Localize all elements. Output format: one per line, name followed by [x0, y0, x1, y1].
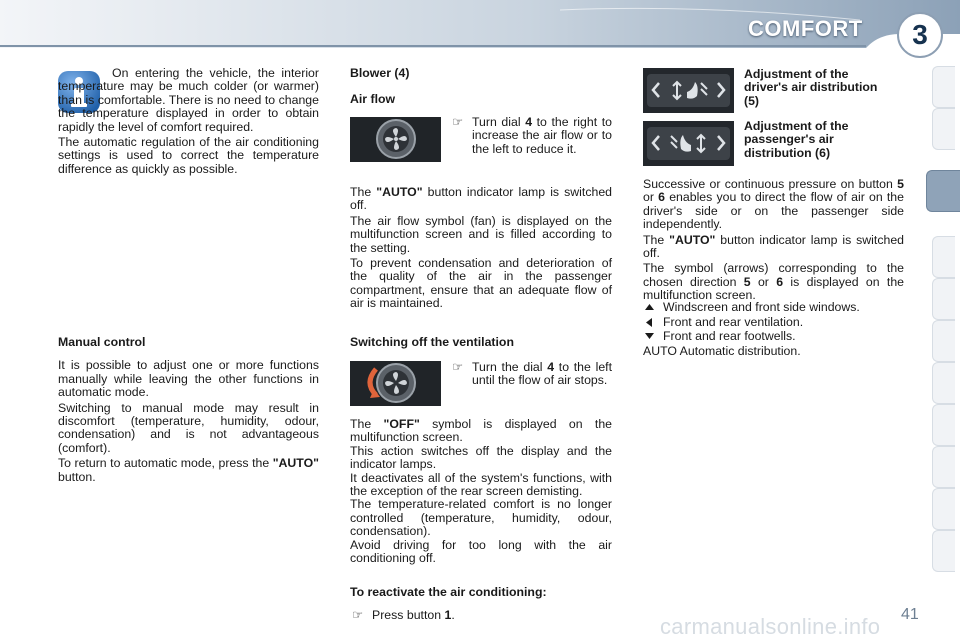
- air-flow-heading: Air flow: [350, 92, 396, 107]
- bold-run: 4: [525, 115, 533, 129]
- chapter-tab[interactable]: [932, 404, 955, 446]
- blower-paragraph: [350, 186, 612, 213]
- intro-text: [58, 67, 319, 176]
- passenger-distribution-button-photo: [643, 121, 734, 166]
- arrow-left-icon: [646, 318, 653, 327]
- page-header: [0, 0, 960, 52]
- switch-off-paragraph: It deactivates all of the system's functions, with the exception of the rear screen demisting.: [350, 470, 612, 499]
- pointing-hand-icon: ☞: [352, 608, 364, 623]
- text-run: or: [643, 190, 659, 205]
- blower-heading: Blower (4): [350, 66, 410, 80]
- off-dial-image: [350, 361, 441, 406]
- distribution-paragraph: [643, 262, 904, 302]
- distribution-list: [643, 300, 860, 358]
- chapter-tab[interactable]: [932, 108, 955, 150]
- switch-off-heading: Switching off the ventilation: [350, 335, 514, 349]
- text-run: Turn the dial: [472, 360, 548, 374]
- chapter-tab-active[interactable]: [926, 170, 960, 212]
- manual-paragraph: Switching to manual mode may result in discomfort (temperature, humidity, odour, condensation) and is not advantageous (comfort).: [58, 400, 319, 455]
- chapter-tab[interactable]: [932, 530, 955, 572]
- driver-distribution-image: [643, 68, 734, 113]
- text-run: Press button: [372, 608, 445, 623]
- switch-off-instruction: [452, 361, 612, 388]
- manual-paragraph: [58, 457, 319, 484]
- chapter-tab[interactable]: [932, 446, 955, 488]
- text-run: or: [750, 274, 777, 289]
- manual-paragraph: It is possible to adjust one or more functions manually while leaving the other functions in automatic mode.: [58, 358, 319, 400]
- blower-instruction: [452, 116, 612, 156]
- chapter-tab[interactable]: [932, 488, 955, 530]
- off-dial-photo: [350, 361, 441, 406]
- bold-run: 6: [658, 190, 665, 205]
- chapter-tab[interactable]: [932, 66, 955, 108]
- text-run: Turn dial: [472, 115, 526, 129]
- text-run: to the right to increase the air flow or to the left to reduce it.: [472, 115, 612, 156]
- bold-run: 4: [547, 360, 555, 374]
- passenger-distribution-heading: Adjustment of the passenger's air distribution (6): [744, 119, 849, 160]
- pointing-hand-icon: ☞: [452, 360, 464, 374]
- bold-run: 6: [776, 274, 784, 289]
- list-item-text: Windscreen and front side windows.: [663, 300, 860, 314]
- blower-notes: [350, 186, 612, 313]
- text-run: The: [643, 232, 670, 247]
- arrow-down-icon: [645, 333, 654, 340]
- chapter-tab[interactable]: [932, 278, 955, 320]
- text-run: button indicator lamp is switched off.: [643, 232, 904, 261]
- driver-distribution-heading: Adjustment of the driver's air distribution (5): [744, 67, 878, 108]
- chapter-tab[interactable]: [932, 362, 955, 404]
- blower-paragraph: To prevent condensation and deterioration of the quality of the air in the passenger compartment, ensure that an adequate flow of air is maintained.: [350, 256, 612, 311]
- list-item-text: Front and rear ventilation.: [663, 314, 804, 329]
- driver-distribution-button-photo: [643, 68, 734, 113]
- distribution-paragraph: [643, 178, 904, 232]
- text-run: enables you to direct the flow of air on the driver's side or on the passenger side independently.: [643, 190, 904, 232]
- page-title: COMFORT: [748, 16, 863, 41]
- reactivate-heading: To reactivate the air conditioning:: [350, 585, 547, 599]
- manual-control-section: [58, 336, 319, 486]
- list-item: [643, 329, 860, 344]
- text-run: The symbol (arrows) corresponding to the chosen direction: [643, 261, 904, 289]
- list-item-text: AUTO Automatic distribution.: [643, 343, 801, 358]
- watermark: carmanualsonline.info: [660, 614, 881, 639]
- text-run: The: [350, 417, 384, 431]
- distribution-notes: [643, 178, 904, 305]
- text-run: to the left until the flow of air stops.: [472, 360, 612, 388]
- switch-off-paragraph: Avoid driving for too long with the air conditioning off.: [350, 537, 612, 566]
- bold-run: 1: [444, 608, 452, 623]
- bold-run: 5: [743, 274, 751, 289]
- blower-dial-photo: [350, 117, 441, 162]
- blower-dial-image: [350, 117, 441, 162]
- passenger-distribution-image: [643, 121, 734, 166]
- list-item: [643, 315, 860, 330]
- text-run: The: [350, 185, 377, 199]
- bold-run: 5: [897, 177, 904, 191]
- manual-control-heading: Manual control: [58, 335, 146, 349]
- list-item: [643, 344, 860, 359]
- bold-run: "AUTO": [376, 185, 423, 199]
- intro-paragraph: On entering the vehicle, the interior temperature may be much colder (or warmer) than is comfortable. There is no need to change the temperature displayed in order to obtain rapidly the level of comfort required.: [58, 66, 319, 134]
- bold-run: "AUTO": [669, 232, 716, 247]
- blower-paragraph: The air flow symbol (fan) is displayed on the multifunction screen and is filled according to the setting.: [350, 213, 612, 255]
- distribution-paragraph: [643, 234, 904, 261]
- text-run: Successive or continuous pressure on button: [643, 177, 898, 191]
- switch-off-paragraph: The temperature-related comfort is no longer controlled (temperature, humidity, odour, condensation).: [350, 497, 612, 539]
- driver-distribution-heading-block: [744, 68, 884, 110]
- reactivate-section: [350, 586, 612, 623]
- text-run: .: [451, 608, 455, 623]
- chapter-tab[interactable]: [932, 236, 955, 278]
- switch-off-notes: [350, 418, 612, 565]
- bold-run: "AUTO": [272, 456, 319, 471]
- pointing-hand-icon: ☞: [452, 115, 464, 129]
- switch-off-section: [350, 336, 612, 351]
- text-run: button indicator lamp is switched off.: [350, 185, 612, 213]
- intro-paragraph: The automatic regulation of the air conditioning settings is used to correct the temperature difference as quickly as possible.: [58, 135, 319, 176]
- list-item-text: Front and rear footwells.: [663, 329, 796, 343]
- text-run: To return to automatic mode, press the: [58, 456, 273, 471]
- passenger-distribution-heading-block: [744, 120, 884, 162]
- list-item: [643, 300, 860, 315]
- text-run: button.: [58, 469, 96, 484]
- bold-run: "OFF": [383, 417, 420, 431]
- switch-off-paragraph: This action switches off the display and the indicator lamps.: [350, 443, 612, 472]
- switch-off-paragraph: [350, 418, 612, 445]
- page-number: 41: [901, 606, 919, 623]
- chapter-tab[interactable]: [932, 320, 955, 362]
- reactivate-instruction: [350, 609, 612, 622]
- chapter-tabs: [926, 66, 960, 578]
- text-run: symbol is displayed on the multifunction screen.: [350, 417, 612, 445]
- arrow-up-icon: [645, 304, 654, 311]
- chapter-number: 3: [897, 12, 943, 58]
- blower-section: [350, 67, 612, 109]
- text-run: is displayed on the multifunction screen.: [643, 274, 904, 303]
